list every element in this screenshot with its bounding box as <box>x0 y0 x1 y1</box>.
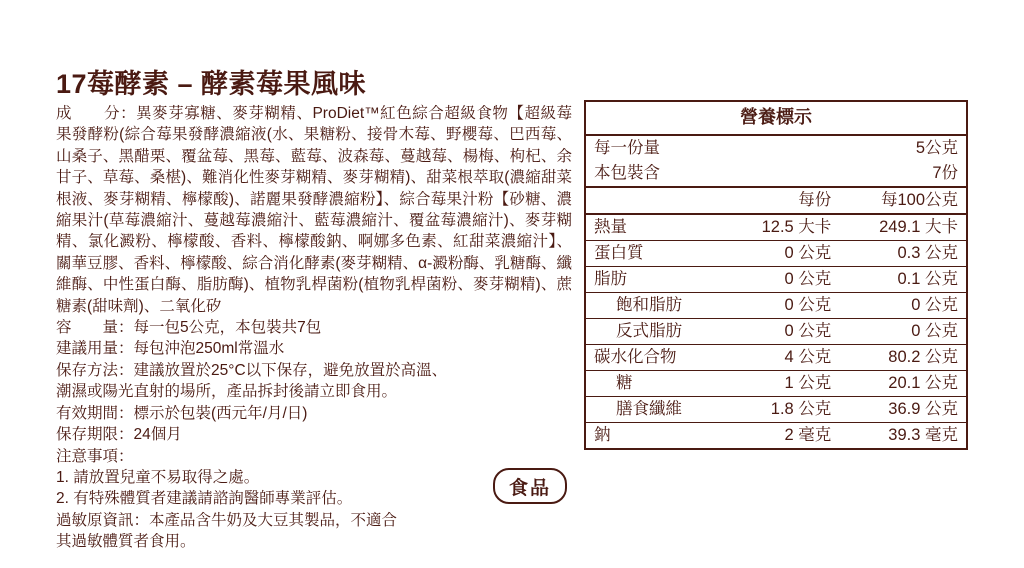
nutrition-row-per-100g: 39.3 毫克 <box>888 426 958 444</box>
allergen-line: 過敏原資訊：本產品含牛奶及大豆其製品，不適合 <box>56 511 398 529</box>
nutrition-row-per-100g: 80.2 公克 <box>839 345 966 371</box>
column-header-per-100g: 每100公克 <box>839 187 966 214</box>
nutrition-row <box>586 214 966 241</box>
nutrition-row-label: 脂肪 <box>586 267 725 293</box>
package-count-value: 7份 <box>725 161 966 187</box>
nutrition-row <box>586 319 966 345</box>
storage-line: 保存方法：建議放置於25°C以下保存，避免放置於高溫、 <box>56 361 448 379</box>
nutrition-row-per-serving: 0 公克 <box>725 293 839 319</box>
nutrition-row-per-100g: 20.1 公克 <box>839 371 966 397</box>
nutrition-row-per-100g: 0 公克 <box>839 319 966 345</box>
nutrition-row-label: 熱量 <box>586 214 725 241</box>
shelf-life-line: 保存期限：24個月 <box>56 426 182 444</box>
nutrition-row-per-serving: 0 公克 <box>725 267 839 293</box>
column-header-per-serving: 每份 <box>725 187 839 214</box>
package-count-label: 本包裝含 <box>586 161 725 187</box>
nutrition-row-per-serving: 4 公克 <box>725 345 839 371</box>
nutrition-row-label: 飽和脂肪 <box>586 293 725 319</box>
nutrition-title: 營養標示 <box>586 102 966 135</box>
usage-line: 建議用量：每包沖泡250ml常溫水 <box>56 340 285 358</box>
nutrition-row <box>586 345 966 371</box>
nutrition-row <box>586 241 966 267</box>
nutrition-row-label: 反式脂肪 <box>586 319 725 345</box>
nutrition-row <box>586 293 966 319</box>
nutrition-row <box>586 397 966 423</box>
nutrition-row-per-serving: 1.8 公克 <box>725 397 839 423</box>
page-title: 17莓酵素 – 酵素莓果風味 <box>56 69 367 99</box>
note-1: 1. 請放置兒童不易取得之處。 <box>56 468 260 486</box>
nutrition-row-per-serving: 1 公克 <box>725 371 839 397</box>
food-seal-badge <box>493 468 567 504</box>
serving-size-label: 每一份量 <box>594 139 660 157</box>
allergen-line-2: 其過敏體質者食用。 <box>56 533 196 551</box>
nutrition-row-per-100g: 0.3 公克 <box>839 241 966 267</box>
serving-size-row <box>586 135 966 161</box>
nutrition-row-per-serving: 12.5 大卡 <box>725 214 839 241</box>
nutrition-row-label: 糖 <box>586 371 725 397</box>
serving-size-value: 5公克 <box>915 139 958 157</box>
package-count-row <box>586 161 966 187</box>
nutrition-row-label: 膳食纖維 <box>586 397 725 423</box>
note-2: 2. 有特殊體質者建議請諮詢醫師專業評估。 <box>56 490 353 508</box>
nutrition-row-per-100g: 0 公克 <box>839 293 966 319</box>
nutrition-row-per-serving: 0 公克 <box>725 319 839 345</box>
nutrition-row <box>586 267 966 293</box>
nutrition-row-per-100g: 249.1 大卡 <box>839 214 966 241</box>
nutrition-row <box>586 371 966 397</box>
nutrition-row-label: 碳水化合物 <box>586 345 725 371</box>
ingredients-text: 異麥芽寡糖、麥芽糊精、ProDiet™紅色綜合超級食物【超級莓果發酵粉(綜合莓果發酵濃縮液(水、果糖粉、接骨木莓、野櫻莓、巴西莓、山桑子、黑醋栗、覆盆莓、黑莓、藍莓、波森莓、蔓越莓、楊梅、枸杞、余甘子、草莓、桑椹)、難消化性麥芽糊精、麥芽糊精)、甜菜根萃取(濃縮甜菜根液、麥芽糊精、檸檬酸)、諾麗果發酵濃縮粉】、綜合莓果汁粉【砂糖、濃縮果汁(草莓濃縮汁、蔓越莓濃縮汁、藍莓濃縮汁、覆盆莓濃縮汁)、麥芽糊精、氯化澱粉、檸檬酸、香料、檸檬酸鈉、啊娜多色素、紅甜菜濃縮汁】、關華豆膠、香料、檸檬酸、綜合消化酵素(麥芽糊精、α-澱粉酶、乳糖酶、纖維酶、中性蛋白酶、脂肪酶)、植物乳桿菌粉(植物乳桿菌粉、麥芽糊精)、蔗糖素(甜味劑)、二氧化矽 <box>56 105 572 315</box>
notes-label: 注意事項： <box>56 447 134 465</box>
expiry-line: 有效期間：標示於包裝(西元年/月/日) <box>56 404 308 422</box>
nutrition-title-row <box>586 102 966 135</box>
nutrition-table-body <box>586 102 966 448</box>
nutrition-facts-table <box>584 100 968 450</box>
ingredients-paragraph <box>56 103 572 317</box>
food-seal-label: 食品 <box>508 477 551 499</box>
nutrition-row-per-100g: 0.1 公克 <box>839 267 966 293</box>
column-header-blank <box>586 187 725 214</box>
nutrition-row-per-100g: 36.9 公克 <box>839 397 966 423</box>
net-weight-line: 容 量：每一包5公克，本包裝共7包 <box>56 319 322 337</box>
column-header-row <box>586 187 966 214</box>
nutrition-row-per-serving: 2 毫克 <box>784 426 832 444</box>
storage-line-2: 潮濕或陽光直射的場所，產品拆封後請立即食用。 <box>56 383 398 401</box>
nutrition-row-per-serving: 0 公克 <box>725 241 839 267</box>
nutrition-row-label: 鈉 <box>594 426 611 444</box>
ingredients-label: 成 分： <box>56 105 137 122</box>
nutrition-row <box>586 423 966 449</box>
nutrition-row-label: 蛋白質 <box>586 241 725 267</box>
